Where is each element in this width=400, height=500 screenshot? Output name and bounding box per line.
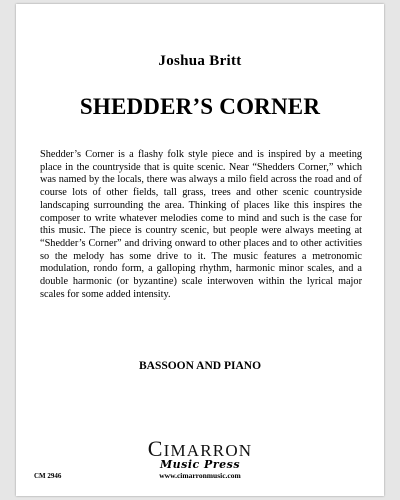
publisher-brand-initial: C (147, 436, 164, 461)
catalog-number: CM 2946 (34, 472, 62, 480)
publisher-brand (16, 436, 384, 461)
score-cover-page (16, 4, 384, 496)
publisher-logo (16, 436, 384, 481)
publisher-press: Music Press (159, 458, 241, 471)
publisher-brand-rest: IMARRON (163, 441, 253, 460)
composer-name: Joshua Britt (158, 53, 242, 69)
instrumentation-label: BASSOON AND PIANO (138, 360, 262, 372)
piece-title: SHEDDER’S CORNER (79, 94, 321, 119)
piece-description: Shedder’s Corner is a flashy folk style piece and is inspired by a meeting place in the countryside that is quite scenic. Near “Shedders Corner,” which was named by the locals, there was always a milo field across the road and of course lots of other fields, tall grass, trees and other scenic countryside landscaping surrounding the area. Thinking of places like this inspires the composer to write whatever melodies come to mind and such is the case for this music. The piece is country scenic, but people were always meeting at “Shedder’s Corner” and driving onward to other places and to other activities so the melody has some drive to it. The music features a metronomic modulation, rondo form, a galloping rhythm, harmonic minor scales, and a double harmonic (or byzantine) scale interwoven within the lyrical major scales for some added intensity. (40, 149, 362, 300)
publisher-url: www.cimarronmusic.com (159, 471, 241, 480)
